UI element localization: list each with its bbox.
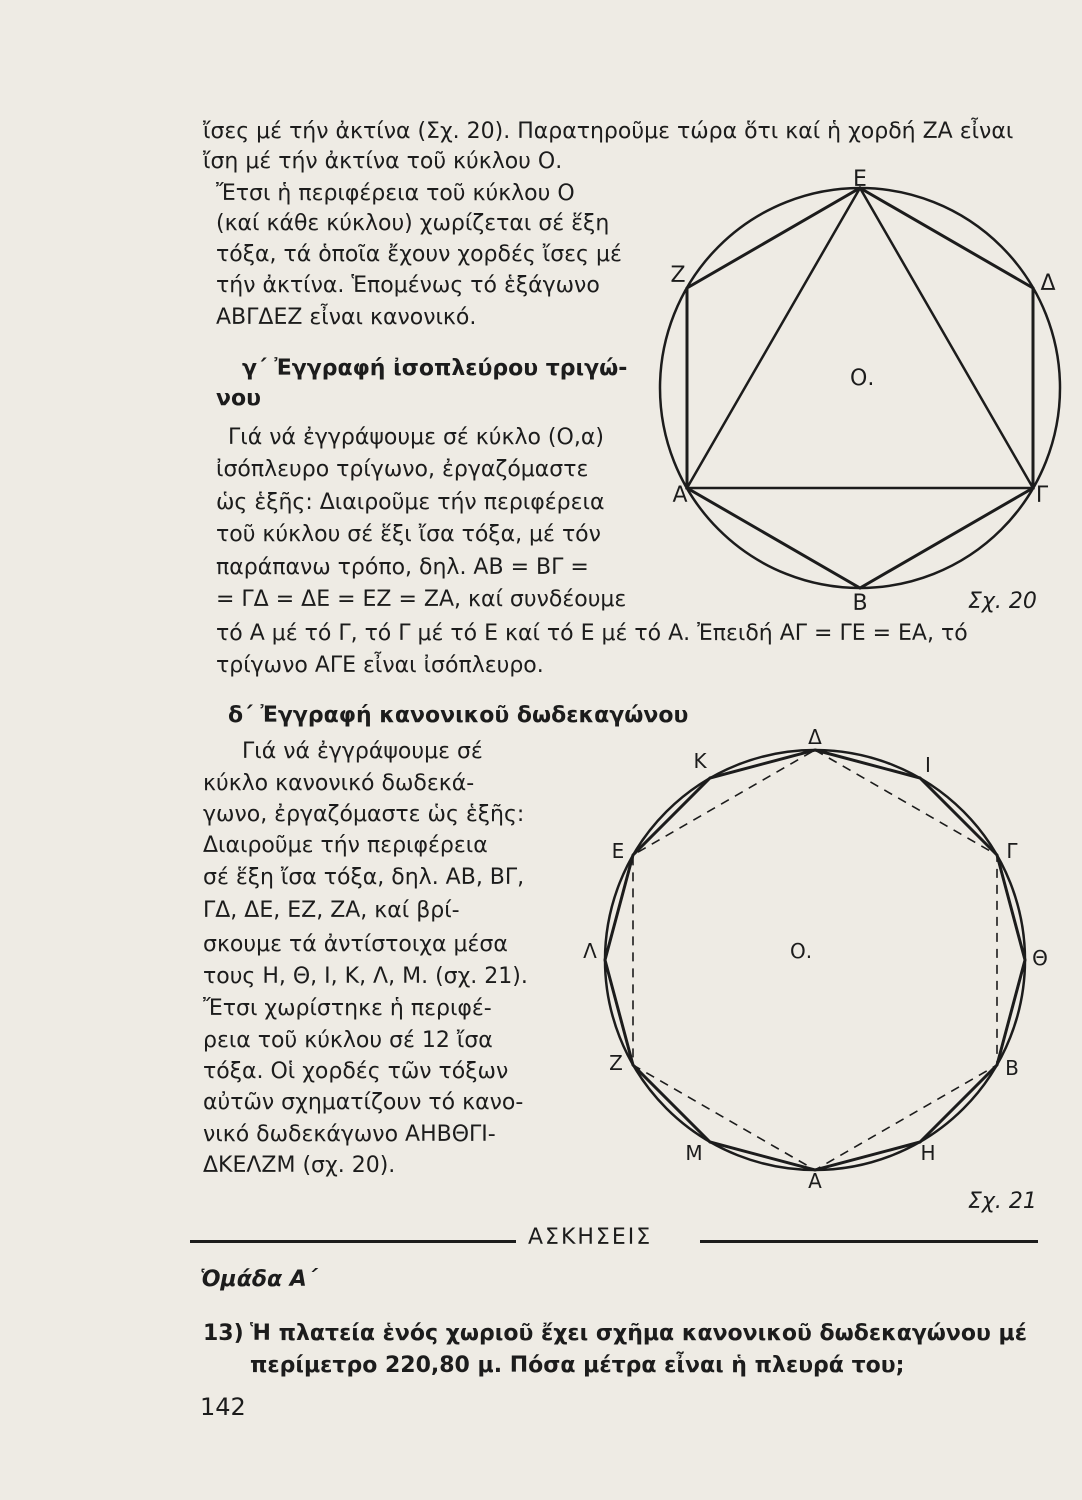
exercises-rule-left xyxy=(190,1240,516,1243)
exercise-number: 13) xyxy=(203,1321,244,1346)
gamma-line-1: Γιά νά ἐγγράψουμε σέ κύκλο (Ο,α) xyxy=(228,425,604,450)
fig21-label-m: Μ xyxy=(685,1141,703,1165)
figure-20 xyxy=(650,160,1070,620)
fig21-label-i: Ι xyxy=(925,753,931,777)
delta-line-1: Γιά νά ἐγγράψουμε σέ xyxy=(242,739,483,764)
fig20-label-b: Β xyxy=(852,591,868,616)
figure-21 xyxy=(580,720,1060,1190)
fig20-label-g: Γ xyxy=(1035,483,1049,508)
intro-line-6: τήν ἀκτίνα. Ἑπομένως τό ἑξάγωνο xyxy=(216,273,600,298)
intro-line-1: ἴσες μέ τήν ἀκτίνα (Σχ. 20). Παρατηροῦμε τώρα ὅτι καί ἡ χορδή ΖΑ εἶναι xyxy=(203,119,1014,144)
delta-line-14: ΔΚΕΛΖΜ (σχ. 20). xyxy=(203,1153,396,1178)
intro-line-2: ἴση μέ τήν ἀκτίνα τοῦ κύκλου Ο. xyxy=(203,149,563,174)
fig21-caption: Σχ. 21 xyxy=(968,1189,1037,1214)
delta-line-4: Διαιροῦμε τήν περιφέρεια xyxy=(203,833,488,858)
gamma-line-8: τρίγωνο ΑΓΕ εἶναι ἰσόπλευρο. xyxy=(216,653,544,678)
section-delta-heading: δ΄ Ἐγγραφή κανονικοῦ δωδεκαγώνου xyxy=(228,703,689,728)
fig21-label-k: Κ xyxy=(693,749,707,773)
fig21-label-d: Δ xyxy=(808,725,822,749)
delta-line-8: τους Η, Θ, Ι, Κ, Λ, Μ. (σχ. 21). xyxy=(203,964,528,989)
section-gamma-heading-cont: νου xyxy=(216,386,261,411)
fig20-center-label: Ο. xyxy=(850,366,875,391)
delta-line-2: κύκλο κανονικό δωδεκά- xyxy=(203,771,475,796)
delta-line-12: αὐτῶν σχηματίζουν τό κανο- xyxy=(203,1090,524,1115)
intro-line-4: (καί κάθε κύκλου) χωρίζεται σέ ἕξη xyxy=(216,211,610,236)
fig20-caption: Σχ. 20 xyxy=(968,589,1037,614)
intro-line-5: τόξα, τά ὁποῖα ἔχουν χορδές ἴσες μέ xyxy=(216,242,622,267)
intro-line-3: Ἔτσι ἡ περιφέρεια τοῦ κύκλου Ο xyxy=(216,181,575,206)
fig21-label-z: Ζ xyxy=(609,1051,623,1075)
delta-line-10: ρεια τοῦ κύκλου σέ 12 ἴσα xyxy=(203,1028,493,1053)
fig20-label-d: Δ xyxy=(1040,271,1056,296)
gamma-line-4: τοῦ κύκλου σέ ἕξι ἴσα τόξα, μέ τόν xyxy=(216,522,601,547)
exercises-rule-right xyxy=(700,1240,1038,1243)
fig21-label-l: Λ xyxy=(583,939,597,963)
exercises-title: ΑΣΚΗΣΕΙΣ xyxy=(528,1225,653,1250)
fig21-label-e: Ε xyxy=(611,839,625,863)
fig21-circle xyxy=(605,750,1025,1170)
section-gamma-heading: γ΄ Ἐγγραφή ἰσοπλεύρου τριγώ- xyxy=(242,356,628,381)
page-number: 142 xyxy=(200,1393,246,1421)
delta-line-5: σέ ἕξη ἴσα τόξα, δηλ. ΑΒ, ΒΓ, xyxy=(203,865,525,890)
gamma-line-3: ὡς ἑξῆς: Διαιροῦμε τήν περιφέρεια xyxy=(216,490,605,515)
fig21-hexagon-dashed xyxy=(633,750,997,1170)
gamma-line-5: παράπανω τρόπο, δηλ. ΑΒ = ΒΓ = xyxy=(216,555,589,580)
intro-line-7: ΑΒΓΔΕΖ εἶναι κανονικό. xyxy=(216,305,477,330)
exercise-line-2: περίμετρο 220,80 μ. Πόσα μέτρα εἶναι ἡ πλευρά του; xyxy=(250,1353,905,1378)
fig21-label-g: Γ xyxy=(1006,839,1018,863)
exercise-line-1: Ἡ πλατεία ἑνός χωριοῦ ἔχει σχῆμα κανονικοῦ δωδεκαγώνου μέ xyxy=(250,1321,1027,1346)
fig20-label-a: Α xyxy=(672,483,688,508)
fig21-center-label: Ο. xyxy=(790,939,813,963)
fig20-label-z: Ζ xyxy=(670,263,686,288)
fig21-dodecagon xyxy=(605,750,1025,1170)
fig21-label-h: Η xyxy=(920,1141,936,1165)
group-label: Ὁμάδα Α΄ xyxy=(200,1267,317,1292)
delta-line-6: ΓΔ, ΔΕ, ΕΖ, ΖΑ, καί βρί- xyxy=(203,898,460,923)
delta-line-9: Ἔτσι χωρίστηκε ἡ περιφέ- xyxy=(203,996,492,1021)
gamma-line-2: ἰσόπλευρο τρίγωνο, ἐργαζόμαστε xyxy=(216,457,589,482)
fig21-label-th: Θ xyxy=(1032,946,1048,970)
fig21-label-a: Α xyxy=(808,1169,822,1190)
gamma-line-6: = ΓΔ = ΔΕ = ΕΖ = ΖΑ, καί συνδέουμε xyxy=(216,587,627,612)
gamma-line-7: τό Α μέ τό Γ, τό Γ μέ τό Ε καί τό Ε μέ τό Α. Ἐπειδή ΑΓ = ΓΕ = ΕΑ, τό xyxy=(216,621,968,646)
fig21-label-b: Β xyxy=(1005,1056,1019,1080)
fig20-label-e: Ε xyxy=(853,167,867,192)
delta-line-11: τόξα. Οἱ χορδές τῶν τόξων xyxy=(203,1059,509,1084)
delta-line-7: σκουμε τά ἀντίστοιχα μέσα xyxy=(203,932,508,957)
fig20-triangle xyxy=(687,188,1033,488)
delta-line-3: γωνο, ἐργαζόμαστε ὡς ἑξῆς: xyxy=(203,802,525,827)
delta-line-13: νικό δωδεκάγωνο ΑΗΒΘΓΙ- xyxy=(203,1122,496,1147)
